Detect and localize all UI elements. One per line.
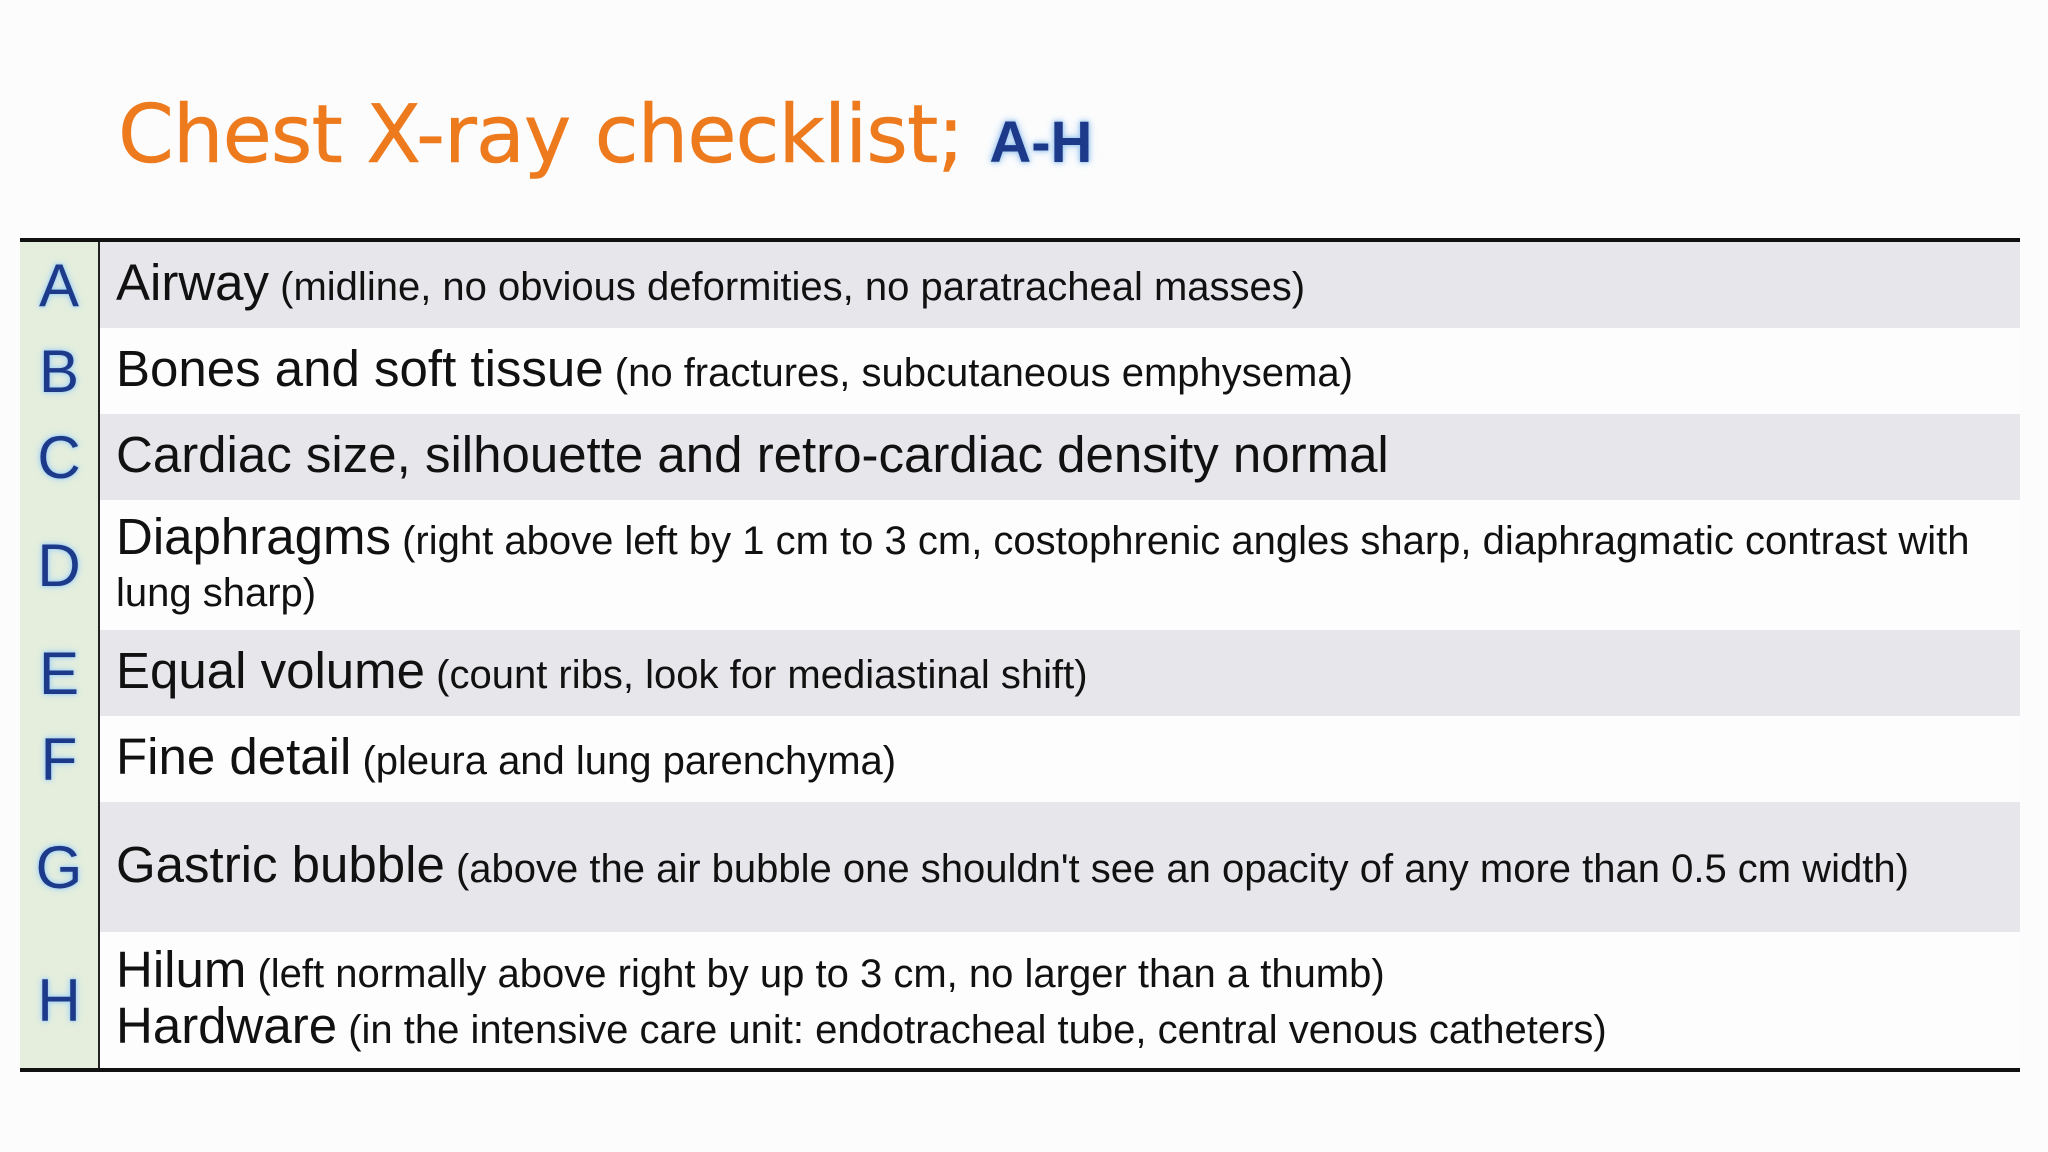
row-content <box>100 802 2020 932</box>
row-detail: (midline, no obvious deformities, no paratracheal masses) <box>280 265 1306 309</box>
row-detail: (no fractures, subcutaneous emphysema) <box>614 351 1353 395</box>
row-heading: Airway <box>116 254 270 311</box>
checklist-row-d <box>20 500 2020 630</box>
row-content <box>100 414 2020 500</box>
row-detail: (right above left by 1 cm to 3 cm, costophrenic angles sharp, diaphragmatic contrast with lung sharp) <box>116 519 1970 615</box>
checklist-row-c <box>20 414 2020 500</box>
row-letter: B <box>20 328 100 414</box>
row-letter: H <box>20 932 100 1068</box>
row-content <box>100 500 2020 630</box>
row-detail-secondary: (in the intensive care unit: endotracheal tube, central venous catheters) <box>348 1008 1607 1052</box>
row-heading-secondary: Hardware <box>116 997 338 1054</box>
row-heading: Equal volume <box>116 642 426 699</box>
row-letter: G <box>20 802 100 932</box>
checklist-table <box>20 238 2020 1072</box>
row-content <box>100 630 2020 716</box>
row-content <box>100 716 2020 802</box>
row-letter: A <box>20 242 100 328</box>
row-heading: Gastric bubble <box>116 836 445 893</box>
row-heading: Fine detail <box>116 728 352 785</box>
row-detail: (above the air bubble one shouldn't see an opacity of any more than 0.5 cm width) <box>455 847 1909 891</box>
row-detail: (left normally above right by up to 3 cm, no larger than a thumb) <box>257 952 1385 996</box>
row-letter: C <box>20 414 100 500</box>
row-heading: Hilum <box>116 941 247 998</box>
checklist-row-a <box>20 242 2020 328</box>
title-main: Chest X-ray checklist; <box>118 88 964 181</box>
row-content <box>100 242 2020 328</box>
row-heading: Cardiac size, silhouette and retro-cardiac density normal <box>116 426 1389 483</box>
row-letter: D <box>20 500 100 630</box>
row-detail: (pleura and lung parenchyma) <box>362 739 897 783</box>
row-content <box>100 328 2020 414</box>
row-letter: E <box>20 630 100 716</box>
row-heading: Diaphragms <box>116 508 391 565</box>
checklist-row-b <box>20 328 2020 414</box>
title-subtitle: A-H <box>989 110 1093 175</box>
row-heading: Bones and soft tissue <box>116 340 604 397</box>
slide-title <box>118 88 1092 198</box>
checklist-row-h <box>20 932 2020 1068</box>
row-content <box>100 932 2020 1068</box>
checklist-row-e <box>20 630 2020 716</box>
checklist-row-g <box>20 802 2020 932</box>
checklist-row-f <box>20 716 2020 802</box>
row-detail: (count ribs, look for mediastinal shift) <box>436 653 1088 697</box>
row-letter: F <box>20 716 100 802</box>
